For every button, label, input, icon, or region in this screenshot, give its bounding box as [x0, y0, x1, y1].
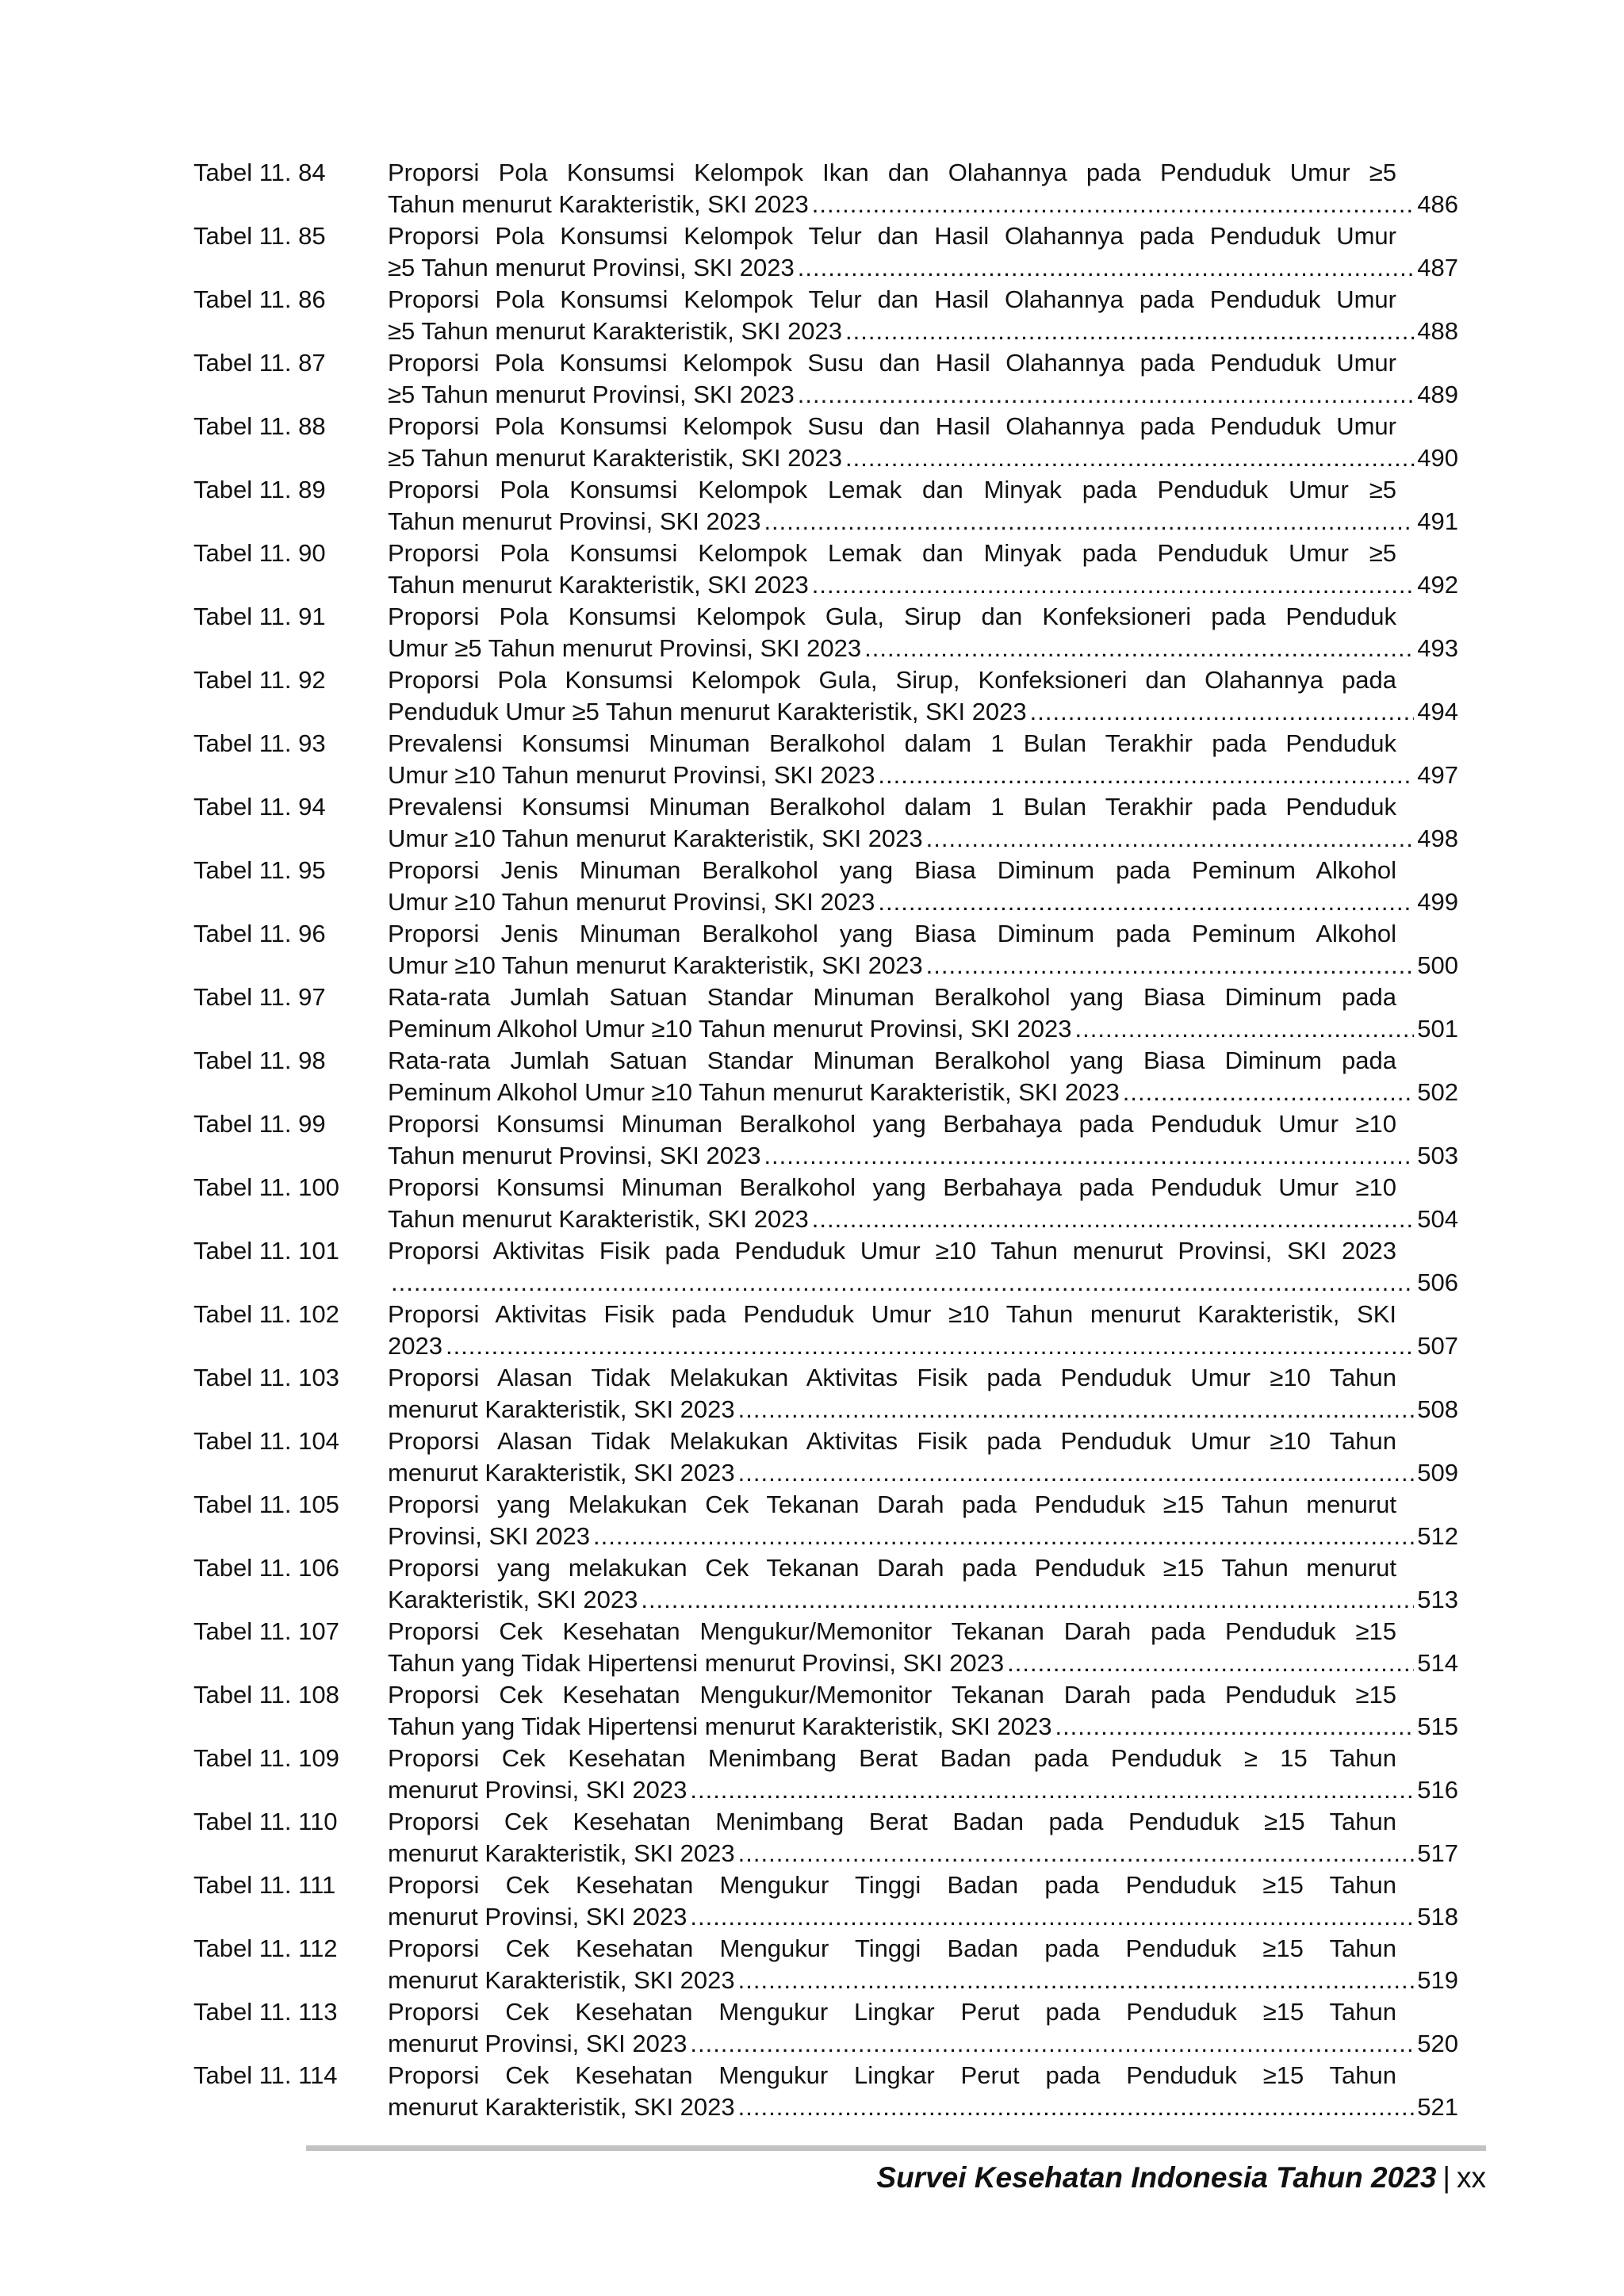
footer-title: Survei Kesehatan Indonesia Tahun 2023 — [876, 2161, 1437, 2194]
toc-entry-title-continuation: Peminum Alkohol Umur ≥10 Tahun menurut Provinsi, SKI 2023 — [388, 1015, 1072, 1043]
toc-entry-title-line2 — [388, 1077, 1458, 1108]
toc-entry-page-number: 515 — [1417, 1712, 1458, 1740]
toc-entry-title-line1: Proporsi Cek Kesehatan Mengukur/Memonitor Tekanan Darah pada Penduduk ≥15 — [388, 1681, 1396, 1709]
toc-entry-label: Tabel 11. 87 — [193, 349, 326, 377]
toc-entry-title-line2 — [388, 379, 1458, 411]
toc-entry-page-number: 506 — [1417, 1269, 1458, 1296]
toc-entry-title-line2 — [388, 506, 1458, 538]
toc-entry-title-line2 — [388, 1901, 1458, 1933]
toc-entry-page-number: 514 — [1417, 1649, 1458, 1677]
toc-entry-label: Tabel 11. 105 — [193, 1490, 339, 1518]
toc-entry-label: Tabel 11. 108 — [193, 1681, 339, 1709]
toc-entry[interactable] — [193, 791, 1458, 855]
toc-leader-dots — [738, 1457, 1415, 1489]
toc-leader-dots — [812, 189, 1415, 220]
toc-entry-title-continuation: Tahun menurut Provinsi, SKI 2023 — [388, 507, 761, 535]
toc-entry-label: Tabel 11. 85 — [193, 222, 326, 250]
toc-leader-dots — [1055, 1711, 1414, 1743]
toc-entry[interactable] — [193, 284, 1458, 347]
toc-entry-page-number: 516 — [1417, 1776, 1458, 1804]
toc-entry-title-line1: Proporsi Jenis Minuman Beralkohol yang Biasa Diminum pada Peminum Alkohol — [388, 920, 1396, 947]
toc-entry[interactable] — [193, 1235, 1458, 1299]
toc-entry-title-line2 — [388, 1711, 1458, 1743]
toc-entry-title-continuation: Tahun menurut Provinsi, SKI 2023 — [388, 1142, 761, 1169]
toc-entry-title-continuation: ≥5 Tahun menurut Provinsi, SKI 2023 — [388, 381, 795, 408]
toc-entry-page-number: 499 — [1417, 888, 1458, 916]
toc-entry-title-continuation: Umur ≥10 Tahun menurut Karakteristik, SKI 2023 — [388, 825, 923, 852]
toc-entry-page-number: 508 — [1417, 1395, 1458, 1423]
toc-entry-title-line1: Proporsi Cek Kesehatan Menimbang Berat Badan pada Penduduk ≥15 Tahun — [388, 1808, 1396, 1835]
toc-entry-title-line1: Prevalensi Konsumsi Minuman Beralkohol dalam 1 Bulan Terakhir pada Penduduk — [388, 793, 1396, 821]
toc-entry-title-continuation: Tahun menurut Karakteristik, SKI 2023 — [388, 571, 809, 599]
toc-entry-label: Tabel 11. 101 — [193, 1237, 339, 1265]
toc-entry-page-number: 504 — [1417, 1205, 1458, 1233]
toc-entry-title-line2 — [388, 1965, 1458, 1996]
toc-entry-label: Tabel 11. 84 — [193, 159, 326, 186]
toc-leader-dots — [391, 1267, 1414, 1299]
toc-entry-page-number: 519 — [1417, 1966, 1458, 1994]
toc-entry[interactable] — [193, 1425, 1458, 1489]
toc-entry-label: Tabel 11. 107 — [193, 1617, 339, 1645]
toc-entry-title-continuation: menurut Karakteristik, SKI 2023 — [388, 1839, 735, 1867]
toc-entry-label: Tabel 11. 94 — [193, 793, 326, 821]
toc-entry[interactable] — [193, 918, 1458, 982]
toc-entry-title-line2 — [388, 1267, 1458, 1299]
toc-entry-title-line1: Proporsi Konsumsi Minuman Beralkohol yang Berbahaya pada Penduduk Umur ≥10 — [388, 1173, 1396, 1201]
page-footer — [876, 2160, 1486, 2196]
toc-entry-page-number: 489 — [1417, 381, 1458, 408]
toc-entry-title-continuation: Tahun yang Tidak Hipertensi menurut Provinsi, SKI 2023 — [388, 1649, 1005, 1677]
toc-entry[interactable] — [193, 347, 1458, 411]
toc-entry-page-number: 518 — [1417, 1903, 1458, 1931]
toc-entry-title-line1: Proporsi Pola Konsumsi Kelompok Susu dan Hasil Olahannya pada Penduduk Umur — [388, 412, 1396, 440]
toc-entry[interactable] — [193, 538, 1458, 601]
toc-entry-label: Tabel 11. 97 — [193, 983, 326, 1011]
toc-entry-label: Tabel 11. 109 — [193, 1744, 339, 1772]
toc-entry-title-continuation: menurut Karakteristik, SKI 2023 — [388, 1395, 735, 1423]
toc-entry-title-line2 — [388, 1838, 1458, 1869]
toc-entry-label: Tabel 11. 111 — [193, 1871, 336, 1899]
toc-entry-page-number: 517 — [1417, 1839, 1458, 1867]
toc-entry-title-continuation: Peminum Alkohol Umur ≥10 Tahun menurut Karakteristik, SKI 2023 — [388, 1078, 1120, 1106]
toc-entry-title-line2 — [388, 1774, 1458, 1806]
toc-entry-page-number: 490 — [1417, 444, 1458, 472]
table-of-contents-list — [193, 157, 1458, 2123]
toc-entry[interactable] — [193, 982, 1458, 1045]
toc-leader-dots — [812, 1203, 1415, 1235]
toc-entry[interactable] — [193, 157, 1458, 220]
toc-entry-title-line2 — [388, 760, 1458, 791]
toc-entry-title-line1: Proporsi Cek Kesehatan Mengukur Lingkar Perut pada Penduduk ≥15 Tahun — [388, 2061, 1396, 2089]
toc-leader-dots — [764, 506, 1414, 538]
toc-leader-dots — [878, 886, 1414, 918]
toc-entry-title-line2 — [388, 442, 1458, 474]
toc-entry-title-line1: Proporsi Aktivitas Fisik pada Penduduk Umur ≥10 Tahun menurut Karakteristik, SKI — [388, 1300, 1396, 1328]
toc-entry[interactable] — [193, 1996, 1458, 2060]
toc-entry-title-line2 — [388, 1647, 1458, 1679]
toc-entry-page-number: 493 — [1417, 634, 1458, 662]
toc-entry-label: Tabel 11. 114 — [193, 2061, 338, 2089]
toc-leader-dots — [738, 1394, 1415, 1425]
toc-entry-title-line2 — [388, 950, 1458, 982]
toc-entry-title-line1: Proporsi yang melakukan Cek Tekanan Darah pada Penduduk ≥15 Tahun menurut — [388, 1554, 1396, 1582]
toc-entry-title-line1: Proporsi Pola Konsumsi Kelompok Ikan dan Olahannya pada Penduduk Umur ≥5 — [388, 159, 1396, 186]
toc-entry-title-continuation: menurut Provinsi, SKI 2023 — [388, 1776, 688, 1804]
toc-entry-title-line1: Proporsi Konsumsi Minuman Beralkohol yang Berbahaya pada Penduduk Umur ≥10 — [388, 1110, 1396, 1138]
toc-entry-title-line2 — [388, 886, 1458, 918]
toc-leader-dots — [864, 633, 1414, 664]
toc-entry-title-line2 — [388, 696, 1458, 728]
toc-entry-page-number: 503 — [1417, 1142, 1458, 1169]
toc-entry-title-continuation: Karakteristik, SKI 2023 — [388, 1586, 638, 1613]
toc-entry-page-number: 520 — [1417, 2030, 1458, 2057]
toc-entry[interactable] — [193, 1489, 1458, 1552]
toc-leader-dots — [845, 442, 1414, 474]
toc-entry-label: Tabel 11. 96 — [193, 920, 326, 947]
toc-entry-title-continuation: Tahun menurut Karakteristik, SKI 2023 — [388, 190, 809, 218]
toc-entry-title-line1: Proporsi Alasan Tidak Melakukan Aktivitas Fisik pada Penduduk Umur ≥10 Tahun — [388, 1364, 1396, 1391]
toc-leader-dots — [1030, 696, 1415, 728]
toc-entry-title-line1: Proporsi Alasan Tidak Melakukan Aktivitas Fisik pada Penduduk Umur ≥10 Tahun — [388, 1427, 1396, 1455]
toc-entry-title-line2 — [388, 2028, 1458, 2060]
toc-leader-dots — [641, 1584, 1414, 1616]
toc-entry[interactable] — [193, 855, 1458, 918]
toc-entry-page-number: 488 — [1417, 317, 1458, 345]
toc-entry-page-number: 491 — [1417, 507, 1458, 535]
toc-entry[interactable] — [193, 1172, 1458, 1235]
toc-entry[interactable] — [193, 474, 1458, 538]
toc-entry-label: Tabel 11. 91 — [193, 603, 326, 630]
toc-entry[interactable] — [193, 1806, 1458, 1869]
toc-entry-title-line2 — [388, 1457, 1458, 1489]
toc-entry[interactable] — [193, 1743, 1458, 1806]
toc-entry-label: Tabel 11. 100 — [193, 1173, 339, 1201]
toc-entry[interactable] — [193, 1679, 1458, 1743]
toc-leader-dots — [798, 379, 1415, 411]
toc-entry[interactable] — [193, 220, 1458, 284]
toc-entry[interactable] — [193, 1108, 1458, 1172]
toc-entry-title-line1: Proporsi Aktivitas Fisik pada Penduduk Umur ≥10 Tahun menurut Provinsi, SKI 2023 — [388, 1237, 1396, 1265]
toc-entry-title-line1: Proporsi Cek Kesehatan Mengukur/Memonitor Tekanan Darah pada Penduduk ≥15 — [388, 1617, 1396, 1645]
toc-entry-page-number: 502 — [1417, 1078, 1458, 1106]
toc-leader-dots — [690, 2028, 1414, 2060]
toc-entry-title-line1: Proporsi Jenis Minuman Beralkohol yang Biasa Diminum pada Peminum Alkohol — [388, 856, 1396, 884]
toc-entry-label: Tabel 11. 95 — [193, 856, 326, 884]
toc-entry-page-number: 487 — [1417, 254, 1458, 281]
toc-entry-label: Tabel 11. 89 — [193, 476, 326, 503]
toc-entry-title-continuation: Tahun menurut Karakteristik, SKI 2023 — [388, 1205, 809, 1233]
toc-entry[interactable] — [193, 411, 1458, 474]
toc-entry-title-line2 — [388, 189, 1458, 220]
footer-separator: | — [1442, 2161, 1450, 2194]
toc-entry-title-line2 — [388, 569, 1458, 601]
toc-entry-label: Tabel 11. 93 — [193, 729, 326, 757]
toc-leader-dots — [1075, 1013, 1415, 1045]
toc-leader-dots — [926, 823, 1415, 855]
toc-entry-title-continuation: menurut Karakteristik, SKI 2023 — [388, 1966, 735, 1994]
toc-leader-dots — [593, 1521, 1414, 1552]
toc-leader-dots — [1007, 1647, 1414, 1679]
toc-entry-title-line1: Proporsi Cek Kesehatan Mengukur Tinggi Badan pada Penduduk ≥15 Tahun — [388, 1934, 1396, 1962]
toc-entry-label: Tabel 11. 103 — [193, 1364, 339, 1391]
toc-entry-title-line2 — [388, 2091, 1458, 2123]
toc-leader-dots — [738, 2091, 1415, 2123]
toc-entry-title-continuation: Penduduk Umur ≥5 Tahun menurut Karakteristik, SKI 2023 — [388, 698, 1027, 725]
toc-entry-title-continuation: Tahun yang Tidak Hipertensi menurut Karakteristik, SKI 2023 — [388, 1712, 1052, 1740]
toc-entry-title-line1: Proporsi Pola Konsumsi Kelompok Lemak dan Minyak pada Penduduk Umur ≥5 — [388, 539, 1396, 567]
toc-entry-title-continuation: menurut Karakteristik, SKI 2023 — [388, 2093, 735, 2121]
toc-entry-title-line2 — [388, 1140, 1458, 1172]
toc-entry[interactable] — [193, 2060, 1458, 2123]
toc-leader-dots — [926, 950, 1415, 982]
toc-entry[interactable] — [193, 728, 1458, 791]
toc-leader-dots — [798, 252, 1415, 284]
toc-entry-page-number: 500 — [1417, 951, 1458, 979]
toc-entry-title-continuation: Umur ≥10 Tahun menurut Provinsi, SKI 2023 — [388, 761, 875, 789]
toc-leader-dots — [878, 760, 1414, 791]
toc-leader-dots — [738, 1965, 1415, 1996]
toc-entry-title-continuation: Umur ≥5 Tahun menurut Provinsi, SKI 2023 — [388, 634, 862, 662]
toc-entry[interactable] — [193, 1552, 1458, 1616]
toc-entry-title-line1: Rata-rata Jumlah Satuan Standar Minuman Beralkohol yang Biasa Diminum pada — [388, 1047, 1396, 1074]
toc-entry-label: Tabel 11. 112 — [193, 1934, 338, 1962]
toc-entry-label: Tabel 11. 86 — [193, 285, 326, 313]
toc-entry-page-number: 498 — [1417, 825, 1458, 852]
toc-leader-dots — [812, 569, 1415, 601]
toc-entry-title-line2 — [388, 1203, 1458, 1235]
toc-leader-dots — [690, 1901, 1414, 1933]
toc-leader-dots — [690, 1774, 1414, 1806]
toc-entry-title-line1: Prevalensi Konsumsi Minuman Beralkohol dalam 1 Bulan Terakhir pada Penduduk — [388, 729, 1396, 757]
toc-entry-title-line2 — [388, 1013, 1458, 1045]
toc-entry-title-line1: Proporsi Pola Konsumsi Kelompok Gula, Sirup, Konfeksioneri dan Olahannya pada — [388, 666, 1396, 694]
toc-entry-label: Tabel 11. 88 — [193, 412, 326, 440]
toc-entry-page-number: 494 — [1417, 698, 1458, 725]
footer-page-number: xx — [1457, 2161, 1486, 2194]
toc-entry-page-number: 492 — [1417, 571, 1458, 599]
toc-entry-title-line1: Proporsi Pola Konsumsi Kelompok Gula, Sirup dan Konfeksioneri pada Penduduk — [388, 603, 1396, 630]
toc-entry-title-line2 — [388, 1584, 1458, 1616]
toc-entry-title-continuation: ≥5 Tahun menurut Karakteristik, SKI 2023 — [388, 317, 843, 345]
toc-entry-label: Tabel 11. 104 — [193, 1427, 339, 1455]
toc-entry-title-line1: Proporsi Cek Kesehatan Menimbang Berat Badan pada Penduduk ≥ 15 Tahun — [388, 1744, 1396, 1772]
footer-rule — [306, 2145, 1486, 2151]
toc-entry-title-continuation: ≥5 Tahun menurut Provinsi, SKI 2023 — [388, 254, 795, 281]
toc-entry[interactable] — [193, 1869, 1458, 1933]
toc-entry-label: Tabel 11. 102 — [193, 1300, 339, 1328]
toc-entry[interactable] — [193, 1933, 1458, 1996]
toc-entry-page-number: 501 — [1417, 1015, 1458, 1043]
toc-leader-dots — [738, 1838, 1415, 1869]
toc-leader-dots — [446, 1330, 1414, 1362]
toc-entry[interactable] — [193, 601, 1458, 664]
toc-entry-page-number: 513 — [1417, 1586, 1458, 1613]
toc-entry[interactable] — [193, 1362, 1458, 1425]
toc-entry-title-line1: Proporsi Pola Konsumsi Kelompok Susu dan Hasil Olahannya pada Penduduk Umur — [388, 349, 1396, 377]
toc-entry-title-line1: Proporsi Pola Konsumsi Kelompok Telur dan Hasil Olahannya pada Penduduk Umur — [388, 285, 1396, 313]
toc-entry-page-number: 497 — [1417, 761, 1458, 789]
toc-entry-label: Tabel 11. 98 — [193, 1047, 326, 1074]
toc-entry-title-line1: Rata-rata Jumlah Satuan Standar Minuman Beralkohol yang Biasa Diminum pada — [388, 983, 1396, 1011]
toc-leader-dots — [845, 316, 1414, 347]
toc-entry-page-number: 509 — [1417, 1459, 1458, 1487]
toc-entry-title-line2 — [388, 316, 1458, 347]
toc-entry-title-line1: Proporsi Cek Kesehatan Mengukur Lingkar Perut pada Penduduk ≥15 Tahun — [388, 1998, 1396, 2026]
toc-entry[interactable] — [193, 664, 1458, 728]
toc-entry-label: Tabel 11. 92 — [193, 666, 326, 694]
toc-entry-title-continuation: menurut Provinsi, SKI 2023 — [388, 2030, 688, 2057]
toc-entry-page-number: 486 — [1417, 190, 1458, 218]
toc-entry-title-line1: Proporsi Pola Konsumsi Kelompok Telur dan Hasil Olahannya pada Penduduk Umur — [388, 222, 1396, 250]
toc-entry-title-continuation: Umur ≥10 Tahun menurut Provinsi, SKI 2023 — [388, 888, 875, 916]
toc-entry-title-continuation: Provinsi, SKI 2023 — [388, 1522, 591, 1550]
toc-entry-title-line1: Proporsi yang Melakukan Cek Tekanan Darah pada Penduduk ≥15 Tahun menurut — [388, 1490, 1396, 1518]
toc-entry-title-line2 — [388, 252, 1458, 284]
toc-entry-page-number: 512 — [1417, 1522, 1458, 1550]
toc-entry-title-line2 — [388, 823, 1458, 855]
toc-entry-page-number: 521 — [1417, 2093, 1458, 2121]
toc-entry-label: Tabel 11. 113 — [193, 1998, 338, 2026]
toc-leader-dots — [1123, 1077, 1414, 1108]
toc-entry-title-line2 — [388, 1521, 1458, 1552]
toc-entry-page-number: 507 — [1417, 1332, 1458, 1360]
toc-entry-title-continuation: ≥5 Tahun menurut Karakteristik, SKI 2023 — [388, 444, 843, 472]
toc-entry-title-line2 — [388, 1330, 1458, 1362]
toc-entry-label: Tabel 11. 90 — [193, 539, 326, 567]
toc-entry-title-continuation: menurut Provinsi, SKI 2023 — [388, 1903, 688, 1931]
toc-entry-title-line2 — [388, 633, 1458, 664]
toc-entry[interactable] — [193, 1299, 1458, 1362]
toc-entry-title-continuation: Umur ≥10 Tahun menurut Karakteristik, SKI 2023 — [388, 951, 923, 979]
toc-entry-title-continuation: 2023 — [388, 1332, 442, 1360]
toc-entry-title-continuation: menurut Karakteristik, SKI 2023 — [388, 1459, 735, 1487]
toc-entry-title-line1: Proporsi Pola Konsumsi Kelompok Lemak dan Minyak pada Penduduk Umur ≥5 — [388, 476, 1396, 503]
toc-entry-title-line1: Proporsi Cek Kesehatan Mengukur Tinggi Badan pada Penduduk ≥15 Tahun — [388, 1871, 1396, 1899]
toc-leader-dots — [764, 1140, 1414, 1172]
toc-entry-label: Tabel 11. 99 — [193, 1110, 326, 1138]
toc-entry-title-line2 — [388, 1394, 1458, 1425]
toc-entry[interactable] — [193, 1616, 1458, 1679]
toc-entry[interactable] — [193, 1045, 1458, 1108]
toc-entry-label: Tabel 11. 110 — [193, 1808, 338, 1835]
toc-entry-label: Tabel 11. 106 — [193, 1554, 339, 1582]
